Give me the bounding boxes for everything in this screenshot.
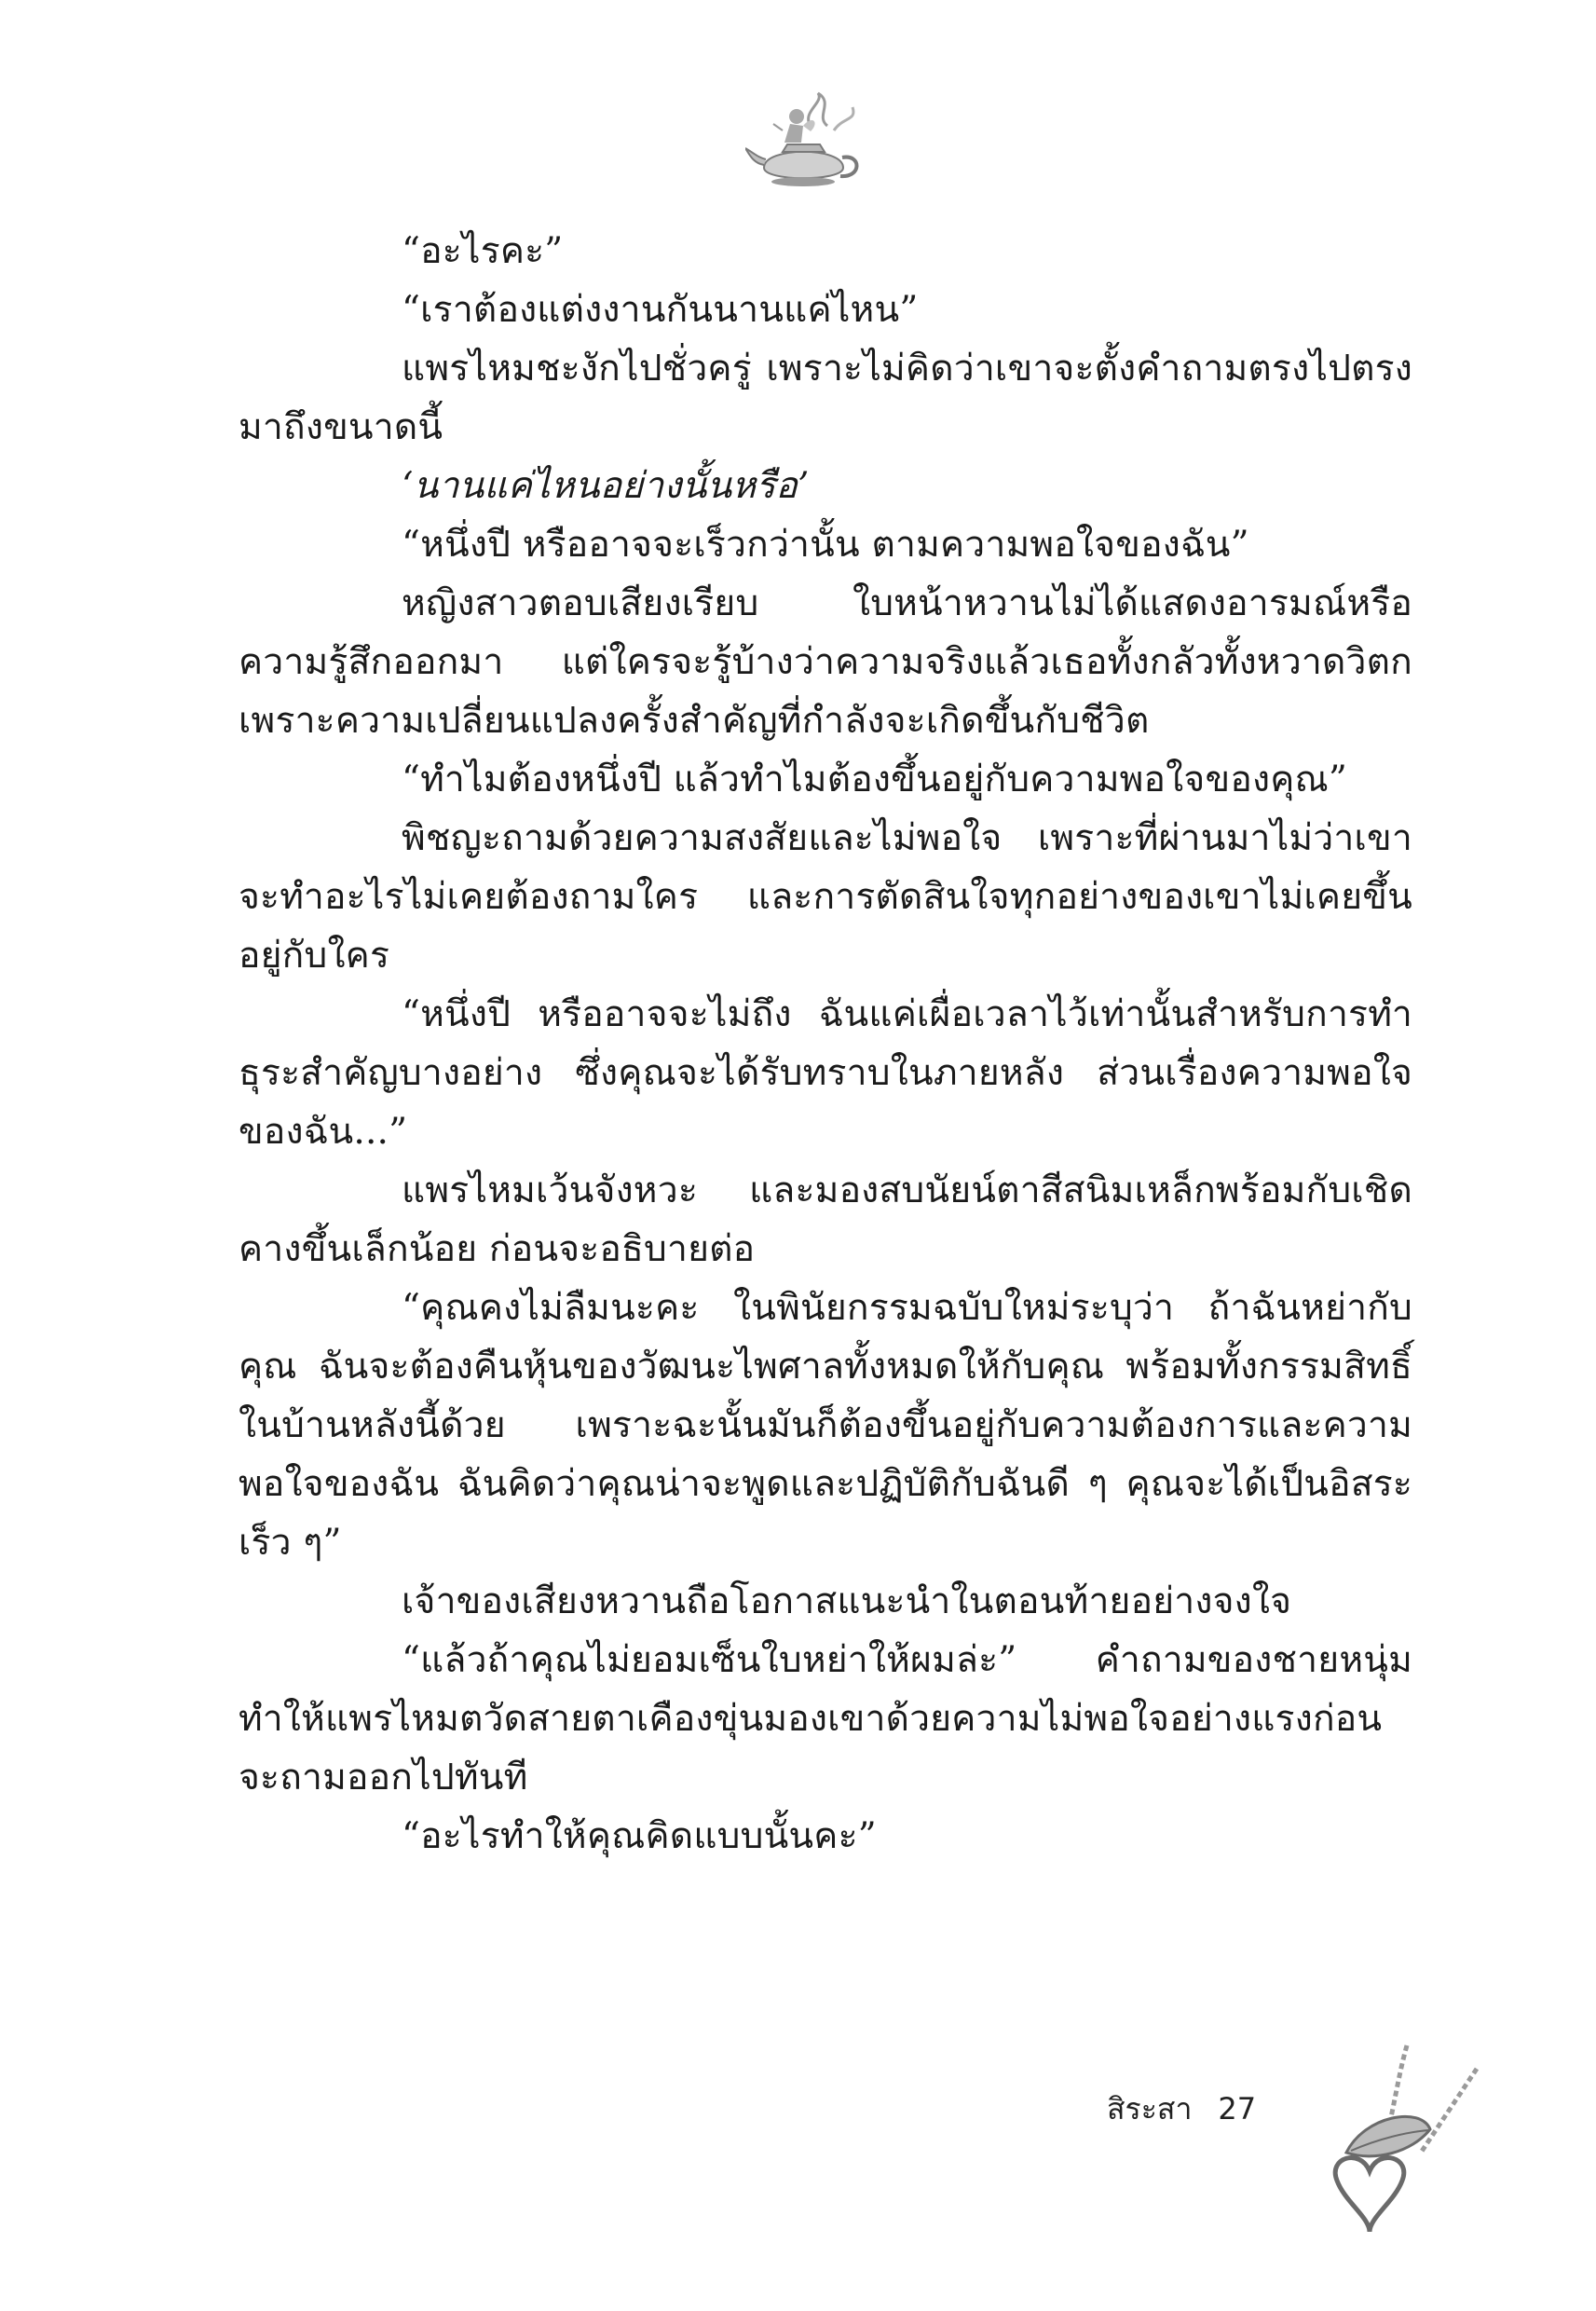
paragraph: “คุณคงไม่ลืมนะคะ ในพินัยกรรมฉบับใหม่ระบุว่า ถ้าฉันหย่ากับคุณ ฉันจะต้องคืนหุ้นของวัฒนะไพศาลทั้งหมดให้กับคุณ พร้อมทั้งกรรมสิทธิ์ในบ้านหลังนี้ด้วย เพราะฉะนั้นมันก็ต้องขึ้นอยู่กับความต้องการและความพอใจของฉัน ฉันคิดว่าคุณน่าจะพูดและปฏิบัติกับฉันดี ๆ คุณจะได้เป็นอิสระเร็ว ๆ” xyxy=(239,1287,1412,1564)
paragraph: “เราต้องแต่งงานกันนานแค่ไหน” xyxy=(402,289,919,331)
teapot-cupid-icon xyxy=(745,89,866,200)
paragraph: แพรไหมชะงักไปชั่วครู่ เพราะไม่คิดว่าเขาจะตั้งคำถามตรงไปตรงมาถึงขนาดนี้ xyxy=(239,348,1412,448)
paragraph: “หนึ่งปี หรืออาจจะเร็วกว่านั้น ตามความพอใจของฉัน” xyxy=(402,524,1249,566)
page-footer xyxy=(1107,2085,1256,2133)
paragraph: “แล้วถ้าคุณไม่ยอมเซ็นใบหย่าให้ผมล่ะ” คำถามของชายหนุ่มทำให้แพรไหมตวัดสายตาเคืองขุ่นมองเขาด้วยความไม่พอใจอย่างแรงก่อนจะถามออกไปทันที xyxy=(239,1639,1412,1798)
paragraph: หญิงสาวตอบเสียงเรียบ ใบหน้าหวานไม่ได้แสดงอารมณ์หรือความรู้สึกออกมา แต่ใครจะรู้บ้างว่าความจริงแล้วเธอทั้งกลัวทั้งหวาดวิตกเพราะความเปลี่ยนแปลงครั้งสำคัญที่กำลังจะเกิดขึ้นกับชีวิต xyxy=(239,582,1412,742)
story-body xyxy=(239,222,1412,1866)
heart-pendant-icon xyxy=(1318,2041,1486,2236)
paragraph: พิชญะถามด้วยความสงสัยและไม่พอใจ เพราะที่ผ่านมาไม่ว่าเขาจะทำอะไรไม่เคยต้องถามใคร และการตัดสินใจทุกอย่างของเขาไม่เคยขึ้นอยู่กับใคร xyxy=(239,817,1412,977)
paragraph-thought: ‘นานแค่ไหนอย่างนั้นหรือ’ xyxy=(402,465,810,507)
paragraph: “อะไรทำให้คุณคิดแบบนั้นคะ” xyxy=(402,1815,877,1857)
paragraph: “อะไรคะ” xyxy=(402,230,564,272)
paragraph: “หนึ่งปี หรืออาจจะไม่ถึง ฉันแค่เผื่อเวลาไว้เท่านั้นสำหรับการทำธุระสำคัญบางอย่าง ซึ่งคุณจะได้รับทราบในภายหลัง ส่วนเรื่องความพอใจของฉัน...” xyxy=(239,993,1412,1153)
paragraph: เจ้าของเสียงหวานถือโอกาสแนะนำในตอนท้ายอย่างจงใจ xyxy=(402,1580,1292,1622)
page-number: 27 xyxy=(1218,2091,1257,2126)
book-title: สิระสา xyxy=(1107,2091,1193,2126)
paragraph: “ทำไมต้องหนึ่งปี แล้วทำไมต้องขึ้นอยู่กับความพอใจของคุณ” xyxy=(402,759,1348,800)
paragraph: แพรไหมเว้นจังหวะ และมองสบนัยน์ตาสีสนิมเหล็กพร้อมกับเชิดคางขึ้นเล็กน้อย ก่อนจะอธิบายต่อ xyxy=(239,1169,1412,1270)
